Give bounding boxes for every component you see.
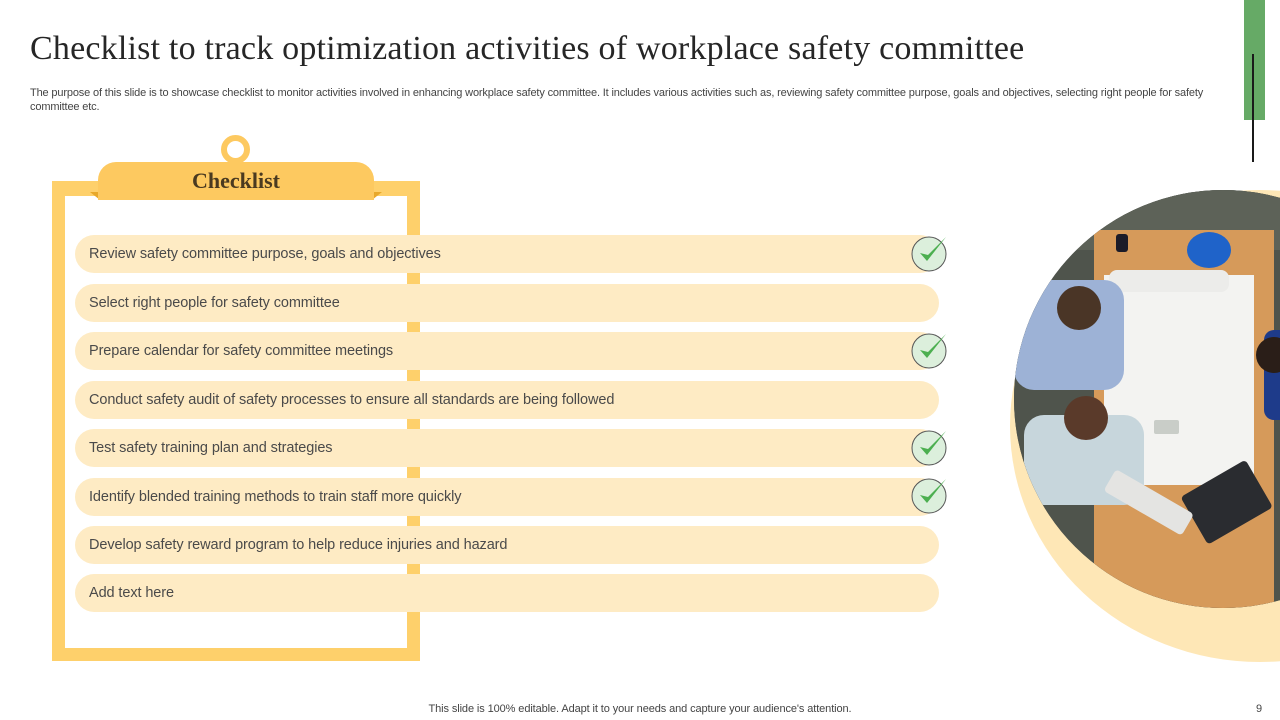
checklist-item — [75, 284, 939, 322]
item-label: Review safety committee purpose, goals and objectives — [89, 246, 441, 262]
footer-note: This slide is 100% editable. Adapt it to your needs and capture your audience's attention. — [428, 703, 852, 715]
item-label: Test safety training plan and strategies — [89, 440, 333, 456]
item-label: Add text here — [89, 585, 174, 601]
checklist-item — [75, 235, 939, 273]
item-label: Conduct safety audit of safety processes to ensure all standards are being followed — [89, 392, 615, 408]
checkmark-icon — [911, 476, 949, 514]
item-label: Develop safety reward program to help reduce injuries and hazard — [89, 537, 508, 553]
checklist-item — [75, 429, 939, 467]
accent-bar — [1244, 0, 1265, 120]
clipboard-title: Checklist — [192, 168, 280, 193]
clip-ring-icon — [221, 135, 250, 164]
page-number: 9 — [1256, 703, 1263, 715]
slide-title: Checklist to track optimization activities of workplace safety committee — [30, 30, 1025, 67]
accent-line — [1252, 54, 1254, 162]
slide-subtitle: The purpose of this slide is to showcase checklist to monitor activities involved in enhancing workplace safety committee. It includes various activities such as, reviewing safety committee purpose, goals and objectives, selecting right people for safety committee etc. — [30, 87, 1204, 113]
checklist-item — [75, 574, 939, 612]
checklist-item — [75, 332, 939, 370]
checkmark-icon — [911, 234, 949, 272]
checkmark-icon — [911, 331, 949, 369]
checklist-item — [75, 526, 939, 564]
checklist-item — [75, 381, 939, 419]
item-label: Prepare calendar for safety committee meetings — [89, 343, 394, 359]
item-label: Select right people for safety committee — [89, 295, 340, 311]
checkmark-icon — [911, 428, 949, 466]
checklist-item — [75, 478, 939, 516]
item-label: Identify blended training methods to train staff more quickly — [89, 489, 462, 505]
photo-area — [1010, 190, 1280, 662]
